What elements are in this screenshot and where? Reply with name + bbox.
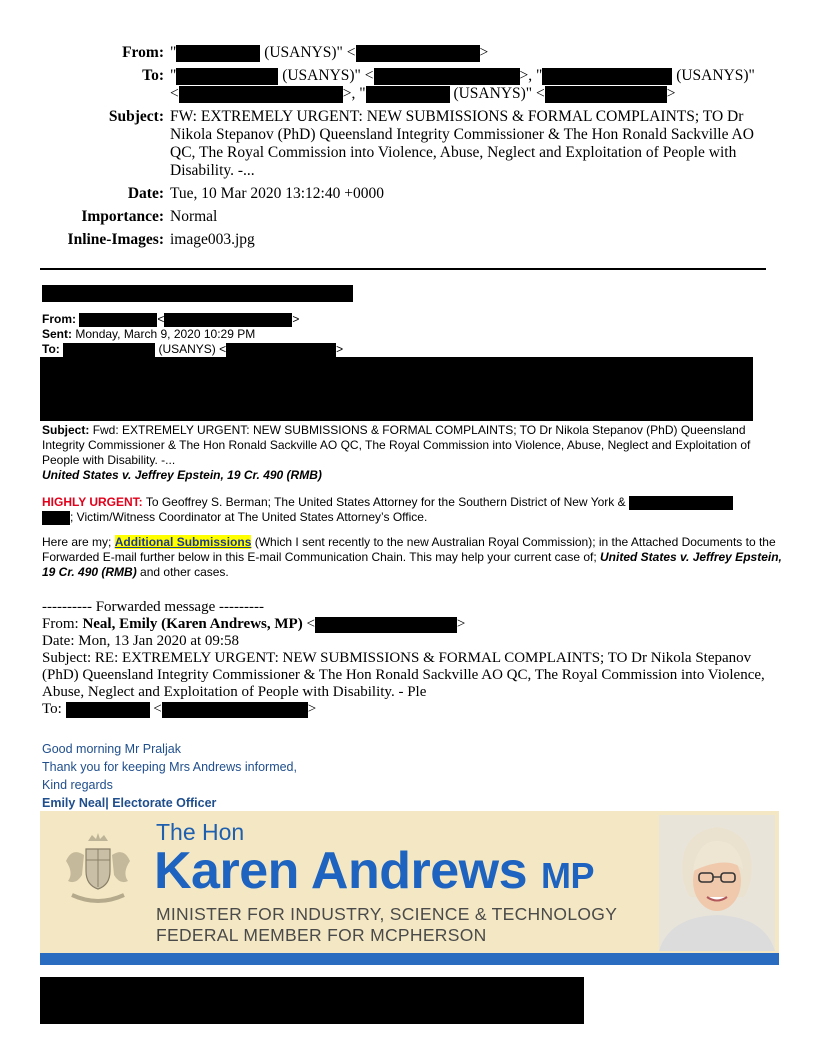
fwd-to-row: To: (USANYS) < > [42,342,344,356]
banner-stripe [40,953,779,965]
redaction [40,977,584,1024]
header-importance-row [40,208,780,226]
fm-date-row: Date: Mon, 13 Jan 2020 at 09:58 [42,633,240,649]
redaction [226,343,336,357]
banner-electorate: FEDERAL MEMBER FOR MCPHERSON [156,925,487,945]
redaction [356,45,480,62]
urgent-paragraph: HIGHLY URGENT: To Geoffrey S. Berman; The United States Attorney for the Southern District of New York & ; Victim/Witness Coordinator at The United States Attorney’s Office. [42,495,782,525]
header-subject-row [40,108,780,180]
header-from-row: From: " (USANYS)" < > [40,44,780,62]
banner-name: Karen Andrews MP [154,842,594,900]
redaction [179,86,343,103]
redaction [629,496,733,510]
signature-banner [40,811,779,965]
case-reference: United States v. Jeffrey Epstein, 19 Cr. 490 (RMB) [42,468,322,482]
reply-closing: Kind regards [42,778,113,792]
redaction [542,68,672,85]
redaction [545,86,667,103]
fm-subject-row: Subject: RE: EXTREMELY URGENT: NEW SUBMISSIONS & FORMAL COMPLAINTS; TO Dr Nikola Stepanov (PhD) Queensland Integrity Commissioner & The Hon Ronald Sackville AO QC, The Royal Commission into Violence, Abuse, Neglect and Exploitation of People with Disability. - Ple [42,650,765,700]
header-date-row [40,185,780,203]
date-label: Date: [127,185,164,202]
reply-greeting: Good morning Mr Praljak [42,742,181,756]
redaction [366,86,450,103]
forwarded-message [42,599,782,718]
redaction [40,357,753,421]
redaction [176,68,278,85]
reply-body [42,740,642,812]
redaction [374,68,520,85]
redaction [42,285,353,302]
redaction [42,511,70,525]
banner-role: MINISTER FOR INDUSTRY, SCIENCE & TECHNOLOGY [156,904,618,924]
inline-images-link[interactable]: image003.jpg [170,231,255,248]
header-divider [40,268,766,270]
urgent-label: HIGHLY URGENT: [42,495,143,509]
redaction [66,702,150,718]
sender-name: Neal, Emily (Karen Andrews, MP) [82,616,303,632]
redaction [164,313,292,327]
fm-from-row: From: Neal, Emily (Karen Andrews, MP) < > [42,616,466,632]
additional-submissions-link[interactable]: Additional Submissions [114,535,252,549]
reply-thanks: Thank you for keeping Mrs Andrews informed, [42,760,297,774]
importance-text: Normal [170,208,218,225]
portrait-photo [659,815,775,951]
forward-block [42,285,782,580]
inline-images-label: Inline-Images: [67,231,164,248]
coat-of-arms-icon [58,831,138,909]
subject-label: Subject: [108,108,164,125]
email-header [40,44,780,254]
reply-signature: Emily Neal| Electorate Officer [42,796,217,810]
banner-title-prefix: The Hon [156,819,245,845]
fwd-sent-row: Sent: Monday, March 9, 2020 10:29 PM [42,327,256,341]
from-label: From: [122,44,164,61]
submission-paragraph: Here are my; Additional Submissions (Which I sent recently to the new Australian Royal Commission); in the Attached Documents to the Forwarded E-mail further below in this E-mail Communication Chain. This may help your current case of; United States v. Jeffrey Epstein, 19 Cr. 490 (RMB) and other cases. [42,535,782,579]
redaction [79,313,157,327]
date-text: Tue, 10 Mar 2020 13:12:40 +0000 [170,185,384,202]
redaction [63,343,155,357]
subject-text: FW: EXTREMELY URGENT: NEW SUBMISSIONS & FORMAL COMPLAINTS; TO Dr Nikola Stepanov (PhD) Queensland Integrity Commissioner & The Hon Ronald Sackville AO QC, The Royal Commission into Violence, Abuse, Neglect and Exploitation of People with Disability. -... [170,108,754,179]
forwarded-divider: ---------- Forwarded message --------- [42,599,264,615]
header-inline-images-row [40,231,780,249]
importance-label: Importance: [81,208,164,225]
redaction [162,702,308,718]
redaction [176,45,260,62]
fm-to-row: To: < > [42,701,317,717]
header-to-row: To: " (USANYS)" < >, " (USANYS)" < >, " (USANYS)" < > [40,67,780,103]
fwd-from-row: From: < > [42,312,300,326]
fwd-subject-row: Subject: Fwd: EXTREMELY URGENT: NEW SUBMISSIONS & FORMAL COMPLAINTS; TO Dr Nikola Stepanov (PhD) Queensland Integrity Commissioner & The Hon Ronald Sackville AO QC, The Royal Commission into Violence, Abuse, Neglect and Exploitation of People with Disability. -... [42,423,751,467]
redaction [315,617,457,633]
to-label: To: [142,67,164,84]
